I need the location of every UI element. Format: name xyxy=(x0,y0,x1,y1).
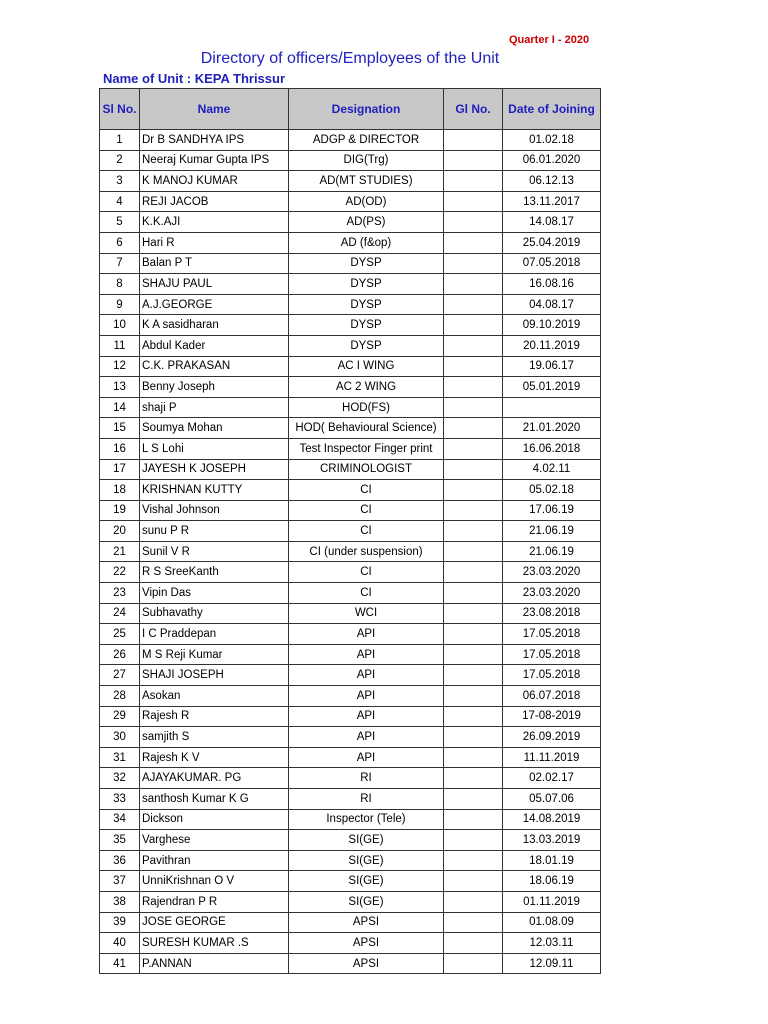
cell-sl-no: 38 xyxy=(100,891,140,912)
cell-sl-no: 20 xyxy=(100,521,140,542)
cell-designation: API xyxy=(289,706,444,727)
table-row xyxy=(100,335,601,356)
cell-designation: CI xyxy=(289,562,444,583)
table-row xyxy=(100,891,601,912)
cell-name: Hari R xyxy=(140,232,289,253)
cell-sl-no: 6 xyxy=(100,232,140,253)
table-row xyxy=(100,850,601,871)
cell-gl-no xyxy=(444,686,503,707)
table-row xyxy=(100,789,601,810)
cell-sl-no: 29 xyxy=(100,706,140,727)
cell-gl-no xyxy=(444,150,503,171)
cell-name: JOSE GEORGE xyxy=(140,912,289,933)
cell-date-of-joining: 16.08.16 xyxy=(503,274,601,295)
cell-date-of-joining: 25.04.2019 xyxy=(503,232,601,253)
cell-date-of-joining: 05.01.2019 xyxy=(503,377,601,398)
cell-sl-no: 4 xyxy=(100,191,140,212)
cell-sl-no: 13 xyxy=(100,377,140,398)
cell-designation: CI xyxy=(289,500,444,521)
cell-name: Benny Joseph xyxy=(140,377,289,398)
cell-designation: AD(MT STUDIES) xyxy=(289,171,444,192)
cell-designation: APSI xyxy=(289,953,444,974)
cell-sl-no: 8 xyxy=(100,274,140,295)
cell-designation: API xyxy=(289,686,444,707)
cell-gl-no xyxy=(444,624,503,645)
cell-gl-no xyxy=(444,562,503,583)
table-row xyxy=(100,397,601,418)
cell-date-of-joining: 23.03.2020 xyxy=(503,583,601,604)
cell-name: P.ANNAN xyxy=(140,953,289,974)
cell-designation: CI xyxy=(289,583,444,604)
cell-gl-no xyxy=(444,727,503,748)
cell-date-of-joining: 13.11.2017 xyxy=(503,191,601,212)
table-row xyxy=(100,418,601,439)
table-row xyxy=(100,130,601,151)
cell-gl-no xyxy=(444,315,503,336)
cell-gl-no xyxy=(444,521,503,542)
table-row xyxy=(100,624,601,645)
cell-sl-no: 31 xyxy=(100,747,140,768)
cell-date-of-joining: 12.09.11 xyxy=(503,953,601,974)
cell-gl-no xyxy=(444,191,503,212)
cell-date-of-joining: 21.06.19 xyxy=(503,541,601,562)
cell-date-of-joining: 21.01.2020 xyxy=(503,418,601,439)
cell-gl-no xyxy=(444,953,503,974)
cell-sl-no: 34 xyxy=(100,809,140,830)
cell-date-of-joining: 12.03.11 xyxy=(503,933,601,954)
cell-sl-no: 21 xyxy=(100,541,140,562)
cell-date-of-joining: 09.10.2019 xyxy=(503,315,601,336)
cell-designation: CI (under suspension) xyxy=(289,541,444,562)
cell-sl-no: 41 xyxy=(100,953,140,974)
cell-sl-no: 17 xyxy=(100,459,140,480)
col-header-date-of-joining: Date of Joining xyxy=(503,89,601,130)
table-row xyxy=(100,644,601,665)
table-row xyxy=(100,912,601,933)
cell-name: I C Praddepan xyxy=(140,624,289,645)
table-row xyxy=(100,727,601,748)
cell-gl-no xyxy=(444,274,503,295)
table-row xyxy=(100,191,601,212)
cell-name: C.K. PRAKASAN xyxy=(140,356,289,377)
table-row xyxy=(100,665,601,686)
cell-date-of-joining: 23.08.2018 xyxy=(503,603,601,624)
table-row xyxy=(100,253,601,274)
table-row xyxy=(100,274,601,295)
cell-name: Dickson xyxy=(140,809,289,830)
cell-gl-no xyxy=(444,583,503,604)
cell-gl-no xyxy=(444,768,503,789)
cell-designation: DYSP xyxy=(289,274,444,295)
quarter-label: Quarter I - 2020 xyxy=(509,34,590,46)
cell-designation: API xyxy=(289,747,444,768)
table-row xyxy=(100,706,601,727)
cell-designation: APSI xyxy=(289,912,444,933)
table-row xyxy=(100,294,601,315)
cell-name: Vipin Das xyxy=(140,583,289,604)
table-row xyxy=(100,953,601,974)
cell-designation: HOD( Behavioural Science) xyxy=(289,418,444,439)
cell-designation: Inspector (Tele) xyxy=(289,809,444,830)
cell-gl-no xyxy=(444,871,503,892)
cell-name: JAYESH K JOSEPH xyxy=(140,459,289,480)
cell-name: Rajesh K V xyxy=(140,747,289,768)
cell-gl-no xyxy=(444,130,503,151)
cell-date-of-joining: 01.02.18 xyxy=(503,130,601,151)
cell-sl-no: 7 xyxy=(100,253,140,274)
cell-date-of-joining: 17-08-2019 xyxy=(503,706,601,727)
cell-designation: SI(GE) xyxy=(289,830,444,851)
cell-sl-no: 39 xyxy=(100,912,140,933)
cell-designation: SI(GE) xyxy=(289,871,444,892)
cell-designation: DYSP xyxy=(289,315,444,336)
cell-gl-no xyxy=(444,438,503,459)
cell-name: KRISHNAN KUTTY xyxy=(140,480,289,501)
cell-gl-no xyxy=(444,789,503,810)
cell-name: K A sasidharan xyxy=(140,315,289,336)
cell-name: Rajesh R xyxy=(140,706,289,727)
cell-gl-no xyxy=(444,644,503,665)
cell-sl-no: 28 xyxy=(100,686,140,707)
cell-designation: AD(OD) xyxy=(289,191,444,212)
cell-designation: SI(GE) xyxy=(289,891,444,912)
cell-date-of-joining: 17.06.19 xyxy=(503,500,601,521)
col-header-name: Name xyxy=(140,89,289,130)
cell-designation: CRIMINOLOGIST xyxy=(289,459,444,480)
table-row xyxy=(100,686,601,707)
cell-gl-no xyxy=(444,294,503,315)
cell-designation: APSI xyxy=(289,933,444,954)
table-row xyxy=(100,830,601,851)
cell-sl-no: 22 xyxy=(100,562,140,583)
cell-name: samjith S xyxy=(140,727,289,748)
cell-sl-no: 12 xyxy=(100,356,140,377)
cell-designation: HOD(FS) xyxy=(289,397,444,418)
cell-name: Vishal Johnson xyxy=(140,500,289,521)
table-body xyxy=(100,130,601,974)
table-row xyxy=(100,521,601,542)
table-row xyxy=(100,809,601,830)
table-row xyxy=(100,500,601,521)
cell-gl-no xyxy=(444,418,503,439)
col-header-gl-no: Gl No. xyxy=(444,89,503,130)
cell-name: santhosh Kumar K G xyxy=(140,789,289,810)
unit-name: Name of Unit : KEPA Thrissur xyxy=(103,71,286,86)
cell-date-of-joining: 13.03.2019 xyxy=(503,830,601,851)
cell-date-of-joining: 17.05.2018 xyxy=(503,624,601,645)
cell-designation: DYSP xyxy=(289,335,444,356)
cell-date-of-joining: 05.02.18 xyxy=(503,480,601,501)
cell-gl-no xyxy=(444,377,503,398)
cell-sl-no: 33 xyxy=(100,789,140,810)
cell-gl-no xyxy=(444,171,503,192)
table-row xyxy=(100,562,601,583)
cell-date-of-joining: 18.06.19 xyxy=(503,871,601,892)
cell-date-of-joining: 16.06.2018 xyxy=(503,438,601,459)
cell-date-of-joining: 17.05.2018 xyxy=(503,644,601,665)
cell-gl-no xyxy=(444,253,503,274)
cell-name: Balan P T xyxy=(140,253,289,274)
cell-gl-no xyxy=(444,480,503,501)
cell-date-of-joining: 19.06.17 xyxy=(503,356,601,377)
table-row xyxy=(100,768,601,789)
cell-name: M S Reji Kumar xyxy=(140,644,289,665)
cell-name: Asokan xyxy=(140,686,289,707)
cell-date-of-joining: 01.11.2019 xyxy=(503,891,601,912)
cell-sl-no: 1 xyxy=(100,130,140,151)
cell-gl-no xyxy=(444,850,503,871)
cell-designation: API xyxy=(289,624,444,645)
cell-name: SHAJU PAUL xyxy=(140,274,289,295)
table-row xyxy=(100,480,601,501)
cell-designation: RI xyxy=(289,768,444,789)
cell-designation: Test Inspector Finger print xyxy=(289,438,444,459)
cell-sl-no: 9 xyxy=(100,294,140,315)
cell-gl-no xyxy=(444,335,503,356)
cell-date-of-joining: 4.02.11 xyxy=(503,459,601,480)
cell-date-of-joining: 02.02.17 xyxy=(503,768,601,789)
table-row xyxy=(100,459,601,480)
cell-gl-no xyxy=(444,500,503,521)
cell-gl-no xyxy=(444,809,503,830)
table-row xyxy=(100,603,601,624)
cell-designation: API xyxy=(289,727,444,748)
cell-name: Dr B SANDHYA IPS xyxy=(140,130,289,151)
cell-gl-no xyxy=(444,912,503,933)
cell-sl-no: 14 xyxy=(100,397,140,418)
page-title: Directory of officers/Employees of the Unit xyxy=(200,50,500,67)
cell-date-of-joining: 20.11.2019 xyxy=(503,335,601,356)
cell-gl-no xyxy=(444,459,503,480)
cell-sl-no: 30 xyxy=(100,727,140,748)
cell-designation: AD (f&op) xyxy=(289,232,444,253)
cell-sl-no: 27 xyxy=(100,665,140,686)
cell-name: SURESH KUMAR .S xyxy=(140,933,289,954)
cell-designation: DIG(Trg) xyxy=(289,150,444,171)
table-row xyxy=(100,747,601,768)
table-row xyxy=(100,583,601,604)
cell-designation: CI xyxy=(289,521,444,542)
cell-date-of-joining: 05.07.06 xyxy=(503,789,601,810)
cell-name: shaji P xyxy=(140,397,289,418)
cell-sl-no: 16 xyxy=(100,438,140,459)
table-row xyxy=(100,212,601,233)
cell-designation: AD(PS) xyxy=(289,212,444,233)
cell-name: AJAYAKUMAR. PG xyxy=(140,768,289,789)
cell-name: Abdul Kader xyxy=(140,335,289,356)
cell-designation: WCI xyxy=(289,603,444,624)
cell-sl-no: 36 xyxy=(100,850,140,871)
cell-gl-no xyxy=(444,891,503,912)
table-row xyxy=(100,438,601,459)
cell-name: UnniKrishnan O V xyxy=(140,871,289,892)
cell-date-of-joining: 04.08.17 xyxy=(503,294,601,315)
cell-name: Rajendran P R xyxy=(140,891,289,912)
table-row xyxy=(100,232,601,253)
cell-name: Subhavathy xyxy=(140,603,289,624)
cell-gl-no xyxy=(444,603,503,624)
cell-date-of-joining: 14.08.2019 xyxy=(503,809,601,830)
table-header-row xyxy=(100,89,601,130)
cell-gl-no xyxy=(444,665,503,686)
cell-gl-no xyxy=(444,541,503,562)
cell-sl-no: 15 xyxy=(100,418,140,439)
cell-designation: AC I WING xyxy=(289,356,444,377)
table-row xyxy=(100,377,601,398)
cell-sl-no: 18 xyxy=(100,480,140,501)
cell-name: K.K.AJI xyxy=(140,212,289,233)
cell-sl-no: 2 xyxy=(100,150,140,171)
cell-date-of-joining: 06.01.2020 xyxy=(503,150,601,171)
cell-sl-no: 5 xyxy=(100,212,140,233)
cell-sl-no: 23 xyxy=(100,583,140,604)
cell-name: L S Lohi xyxy=(140,438,289,459)
cell-name: sunu P R xyxy=(140,521,289,542)
cell-gl-no xyxy=(444,212,503,233)
cell-sl-no: 3 xyxy=(100,171,140,192)
table-row xyxy=(100,171,601,192)
cell-sl-no: 37 xyxy=(100,871,140,892)
cell-date-of-joining: 17.05.2018 xyxy=(503,665,601,686)
table-row xyxy=(100,933,601,954)
cell-date-of-joining: 21.06.19 xyxy=(503,521,601,542)
cell-name: Varghese xyxy=(140,830,289,851)
cell-gl-no xyxy=(444,830,503,851)
cell-gl-no xyxy=(444,356,503,377)
table-row xyxy=(100,315,601,336)
cell-designation: API xyxy=(289,665,444,686)
cell-gl-no xyxy=(444,397,503,418)
cell-name: Neeraj Kumar Gupta IPS xyxy=(140,150,289,171)
cell-date-of-joining: 01.08.09 xyxy=(503,912,601,933)
cell-gl-no xyxy=(444,232,503,253)
cell-sl-no: 26 xyxy=(100,644,140,665)
cell-name: Sunil V R xyxy=(140,541,289,562)
cell-date-of-joining: 26.09.2019 xyxy=(503,727,601,748)
cell-sl-no: 40 xyxy=(100,933,140,954)
col-header-sl-no: Sl No. xyxy=(100,89,140,130)
cell-designation: DYSP xyxy=(289,294,444,315)
cell-name: A.J.GEORGE xyxy=(140,294,289,315)
cell-designation: SI(GE) xyxy=(289,850,444,871)
cell-sl-no: 24 xyxy=(100,603,140,624)
cell-date-of-joining: 11.11.2019 xyxy=(503,747,601,768)
cell-sl-no: 19 xyxy=(100,500,140,521)
table-row xyxy=(100,150,601,171)
cell-gl-no xyxy=(444,747,503,768)
cell-designation: RI xyxy=(289,789,444,810)
cell-date-of-joining: 14.08.17 xyxy=(503,212,601,233)
cell-designation: AC 2 WING xyxy=(289,377,444,398)
cell-date-of-joining: 06.12.13 xyxy=(503,171,601,192)
table-row xyxy=(100,541,601,562)
cell-sl-no: 25 xyxy=(100,624,140,645)
table-row xyxy=(100,871,601,892)
cell-name: SHAJI JOSEPH xyxy=(140,665,289,686)
cell-name: R S SreeKanth xyxy=(140,562,289,583)
cell-designation: API xyxy=(289,644,444,665)
cell-gl-no xyxy=(444,706,503,727)
cell-date-of-joining: 06.07.2018 xyxy=(503,686,601,707)
cell-designation: DYSP xyxy=(289,253,444,274)
cell-designation: ADGP & DIRECTOR xyxy=(289,130,444,151)
cell-name: Pavithran xyxy=(140,850,289,871)
cell-date-of-joining: 07.05.2018 xyxy=(503,253,601,274)
cell-date-of-joining xyxy=(503,397,601,418)
table-row xyxy=(100,356,601,377)
cell-date-of-joining: 18.01.19 xyxy=(503,850,601,871)
cell-name: K MANOJ KUMAR xyxy=(140,171,289,192)
cell-sl-no: 35 xyxy=(100,830,140,851)
cell-date-of-joining: 23.03.2020 xyxy=(503,562,601,583)
cell-designation: CI xyxy=(289,480,444,501)
cell-gl-no xyxy=(444,933,503,954)
cell-name: Soumya Mohan xyxy=(140,418,289,439)
cell-sl-no: 11 xyxy=(100,335,140,356)
cell-sl-no: 10 xyxy=(100,315,140,336)
col-header-designation: Designation xyxy=(289,89,444,130)
cell-name: REJI JACOB xyxy=(140,191,289,212)
officers-table xyxy=(99,88,601,974)
cell-sl-no: 32 xyxy=(100,768,140,789)
